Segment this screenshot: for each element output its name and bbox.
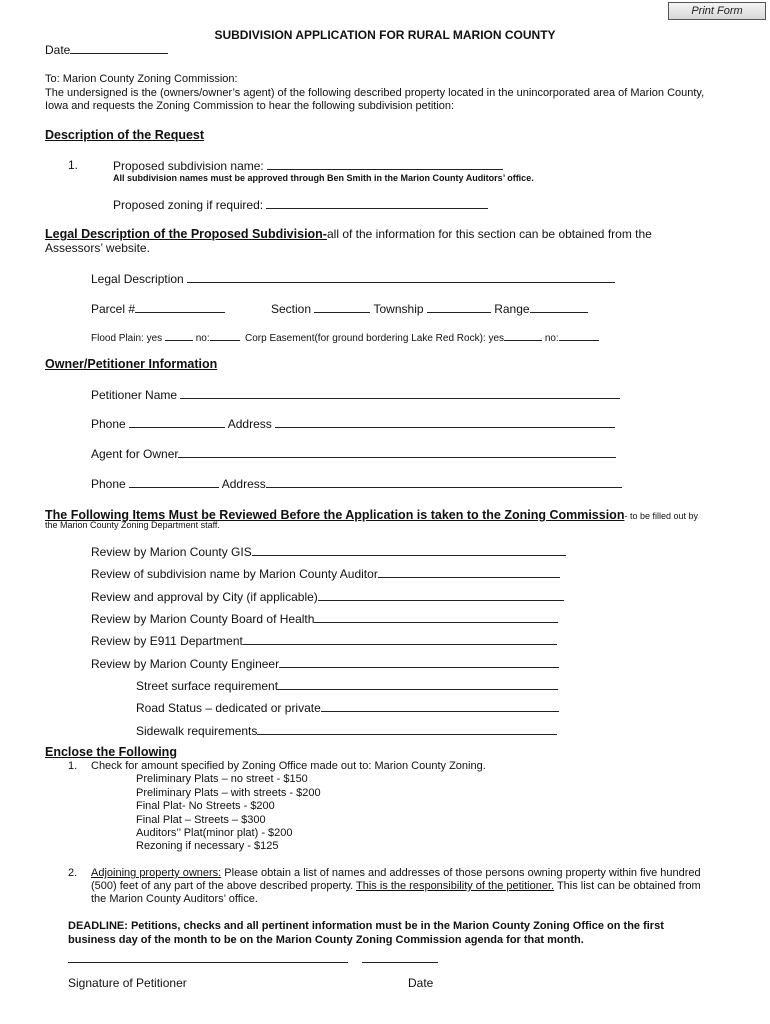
section-row bbox=[271, 301, 588, 316]
fee-item: Final Plat – Streets – $300 bbox=[136, 814, 266, 826]
proposed-zoning-row bbox=[113, 197, 488, 212]
review-city-field[interactable] bbox=[318, 589, 564, 601]
township-field[interactable] bbox=[427, 301, 491, 313]
legal-heading-rest: all of the information for this section can be obtained from the bbox=[326, 227, 652, 241]
parcel-row bbox=[91, 301, 225, 316]
review-subitem-label: Street surface requirement bbox=[136, 679, 279, 693]
review-item-label: Review of subdivision name by Marion County Auditor bbox=[91, 567, 378, 581]
review-item-label: Review and approval by City (if applicable) bbox=[91, 590, 318, 604]
flood-plain-no-field[interactable] bbox=[210, 331, 240, 341]
intro-line-2: Iowa and requests the Zoning Commission to hear the following subdivision petition: bbox=[45, 100, 455, 112]
address-label: Address bbox=[227, 417, 272, 431]
signature-label: Signature of Petitioner bbox=[68, 976, 187, 990]
phone-label: Phone bbox=[91, 417, 126, 431]
review-item bbox=[91, 566, 560, 581]
phone-address-row bbox=[91, 416, 615, 431]
intro-line-1: The undersigned is the (owners/owner’s agent) of the following described property located in the unincorporated area of Marion County, bbox=[45, 87, 705, 99]
legal-heading: Legal Description of the Proposed Subdivision- bbox=[45, 227, 327, 241]
date-field[interactable] bbox=[70, 42, 168, 54]
review-heading-note-2: the Marion County Zoning Department staff. bbox=[45, 520, 220, 530]
review-item bbox=[91, 656, 559, 671]
range-field[interactable] bbox=[530, 301, 588, 313]
petitioner-name-field[interactable] bbox=[180, 387, 620, 399]
review-subitem bbox=[136, 678, 558, 693]
township-label: Township bbox=[373, 302, 424, 316]
review-gis-field[interactable] bbox=[252, 544, 566, 556]
signature-date-label: Date bbox=[408, 976, 434, 990]
subdivision-name-note: All subdivision names must be approved through Ben Smith in the Marion County Auditors’ office. bbox=[113, 173, 534, 183]
review-subitem bbox=[136, 700, 559, 715]
review-heading: The Following Items Must be Reviewed Before the Application is taken to the Zoning Commission bbox=[45, 508, 625, 522]
enclose-number-2: 2. bbox=[68, 867, 78, 879]
parcel-field[interactable] bbox=[135, 301, 225, 313]
phone-field[interactable] bbox=[129, 416, 225, 428]
fee-item: Preliminary Plats – with streets - $200 bbox=[136, 787, 321, 799]
corp-easement-row bbox=[245, 331, 599, 344]
review-item-label: Review by Marion County Board of Health bbox=[91, 612, 315, 626]
review-item bbox=[91, 633, 557, 648]
adjoining-line-2 bbox=[91, 880, 701, 892]
signature-line[interactable] bbox=[68, 962, 348, 963]
review-item-label: Review by E911 Department bbox=[91, 634, 243, 648]
legal-description-row bbox=[91, 271, 615, 286]
review-item bbox=[91, 544, 566, 559]
petitioner-name-label: Petitioner Name bbox=[91, 388, 178, 402]
proposed-zoning-field[interactable] bbox=[266, 197, 488, 209]
agent-label: Agent for Owner bbox=[91, 447, 179, 461]
date-label: Date bbox=[45, 43, 71, 57]
intro-to: To: Marion County Zoning Commission: bbox=[45, 73, 238, 85]
review-engineer-field[interactable] bbox=[279, 656, 559, 668]
agent-address-field[interactable] bbox=[266, 476, 622, 488]
subdivision-name-row bbox=[113, 158, 503, 173]
review-item-label: Review by Marion County Engineer bbox=[91, 657, 280, 671]
flood-plain-row bbox=[91, 331, 240, 344]
adjoining-line-3: the Marion County Auditors’ office. bbox=[91, 893, 258, 905]
road-status-field[interactable] bbox=[321, 700, 559, 712]
flood-plain-no-label: no: bbox=[195, 333, 210, 344]
description-heading: Description of the Request bbox=[45, 128, 205, 142]
review-subitem-label: Sidewalk requirements bbox=[136, 724, 258, 738]
address-field[interactable] bbox=[275, 416, 615, 428]
range-label: Range bbox=[494, 302, 530, 316]
fee-item: Rezoning if necessary - $125 bbox=[136, 840, 279, 852]
agent-address-label: Address bbox=[221, 477, 266, 491]
agent-phone-field[interactable] bbox=[129, 476, 219, 488]
parcel-label: Parcel # bbox=[91, 302, 136, 316]
review-health-field[interactable] bbox=[314, 611, 558, 623]
review-subitem bbox=[136, 723, 557, 738]
fee-item: Final Plat- No Streets - $200 bbox=[136, 800, 275, 812]
deadline-line-1: DEADLINE: Petitions, checks and all pertinent information must be in the Marion County Zoning Office on the first bbox=[68, 920, 664, 932]
flood-plain-yes-field[interactable] bbox=[165, 331, 193, 341]
street-surface-field[interactable] bbox=[278, 678, 558, 690]
agent-phone-label: Phone bbox=[91, 477, 126, 491]
check-text: Check for amount specified by Zoning Office made out to: Marion County Zoning. bbox=[91, 760, 486, 772]
date-row bbox=[45, 42, 168, 57]
proposed-zoning-label: Proposed zoning if required: bbox=[113, 198, 264, 212]
legal-heading-row bbox=[45, 227, 652, 241]
review-subitem-label: Road Status – dedicated or private bbox=[136, 701, 321, 715]
adjoining-label: Adjoining property owners: bbox=[91, 867, 222, 879]
flood-plain-label: Flood Plain: yes bbox=[91, 333, 163, 344]
subdivision-name-field[interactable] bbox=[267, 158, 503, 170]
sidewalk-field[interactable] bbox=[257, 723, 557, 735]
print-form-button[interactable]: Print Form bbox=[668, 2, 766, 20]
enclose-number-1: 1. bbox=[68, 760, 78, 772]
petitioner-name-row bbox=[91, 387, 620, 402]
adjoining-text-2a: (500) feet of any part of the above described property. bbox=[91, 880, 356, 892]
agent-row bbox=[91, 446, 616, 461]
signature-date-line[interactable] bbox=[362, 962, 438, 963]
adjoining-text-1: Please obtain a list of names and addresses of those persons owning property within five hundred bbox=[221, 867, 701, 879]
subdivision-name-label: Proposed subdivision name: bbox=[113, 159, 264, 173]
adjoining-line-1 bbox=[91, 867, 701, 879]
adjoining-text-2b: This list can be obtained from bbox=[554, 880, 701, 892]
legal-heading-line2: Assessors’ website. bbox=[45, 241, 150, 255]
form-title: SUBDIVISION APPLICATION FOR RURAL MARION COUNTY bbox=[214, 28, 556, 42]
adjoining-responsibility: This is the responsibility of the petitioner. bbox=[355, 880, 555, 892]
review-e911-field[interactable] bbox=[243, 633, 557, 645]
description-number: 1. bbox=[68, 158, 79, 172]
legal-description-label: Legal Description bbox=[91, 272, 184, 286]
fee-item: Auditors’’ Plat(minor plat) - $200 bbox=[136, 827, 293, 839]
review-item bbox=[91, 589, 564, 604]
review-auditor-field[interactable] bbox=[378, 566, 560, 578]
agent-phone-address-row bbox=[91, 476, 622, 491]
review-heading-note: - to be filled out by bbox=[624, 511, 699, 521]
corp-easement-no-label: no: bbox=[544, 333, 559, 344]
section-label: Section bbox=[271, 302, 312, 316]
fee-item: Preliminary Plats – no street - $150 bbox=[136, 773, 308, 785]
review-item bbox=[91, 611, 558, 626]
review-item-label: Review by Marion County GIS bbox=[91, 545, 252, 559]
owner-heading: Owner/Petitioner Information bbox=[45, 357, 218, 371]
legal-description-field[interactable] bbox=[187, 271, 615, 283]
deadline-line-2: business day of the month to be on the Marion County Zoning Commission agenda for that month. bbox=[68, 934, 584, 946]
agent-field[interactable] bbox=[178, 446, 616, 458]
enclose-heading: Enclose the Following bbox=[45, 745, 177, 759]
corp-easement-yes-field[interactable] bbox=[504, 331, 542, 341]
section-field[interactable] bbox=[314, 301, 370, 313]
corp-easement-label: Corp Easement(for ground bordering Lake Red Rock): yes bbox=[245, 333, 505, 344]
corp-easement-no-field[interactable] bbox=[559, 331, 599, 341]
